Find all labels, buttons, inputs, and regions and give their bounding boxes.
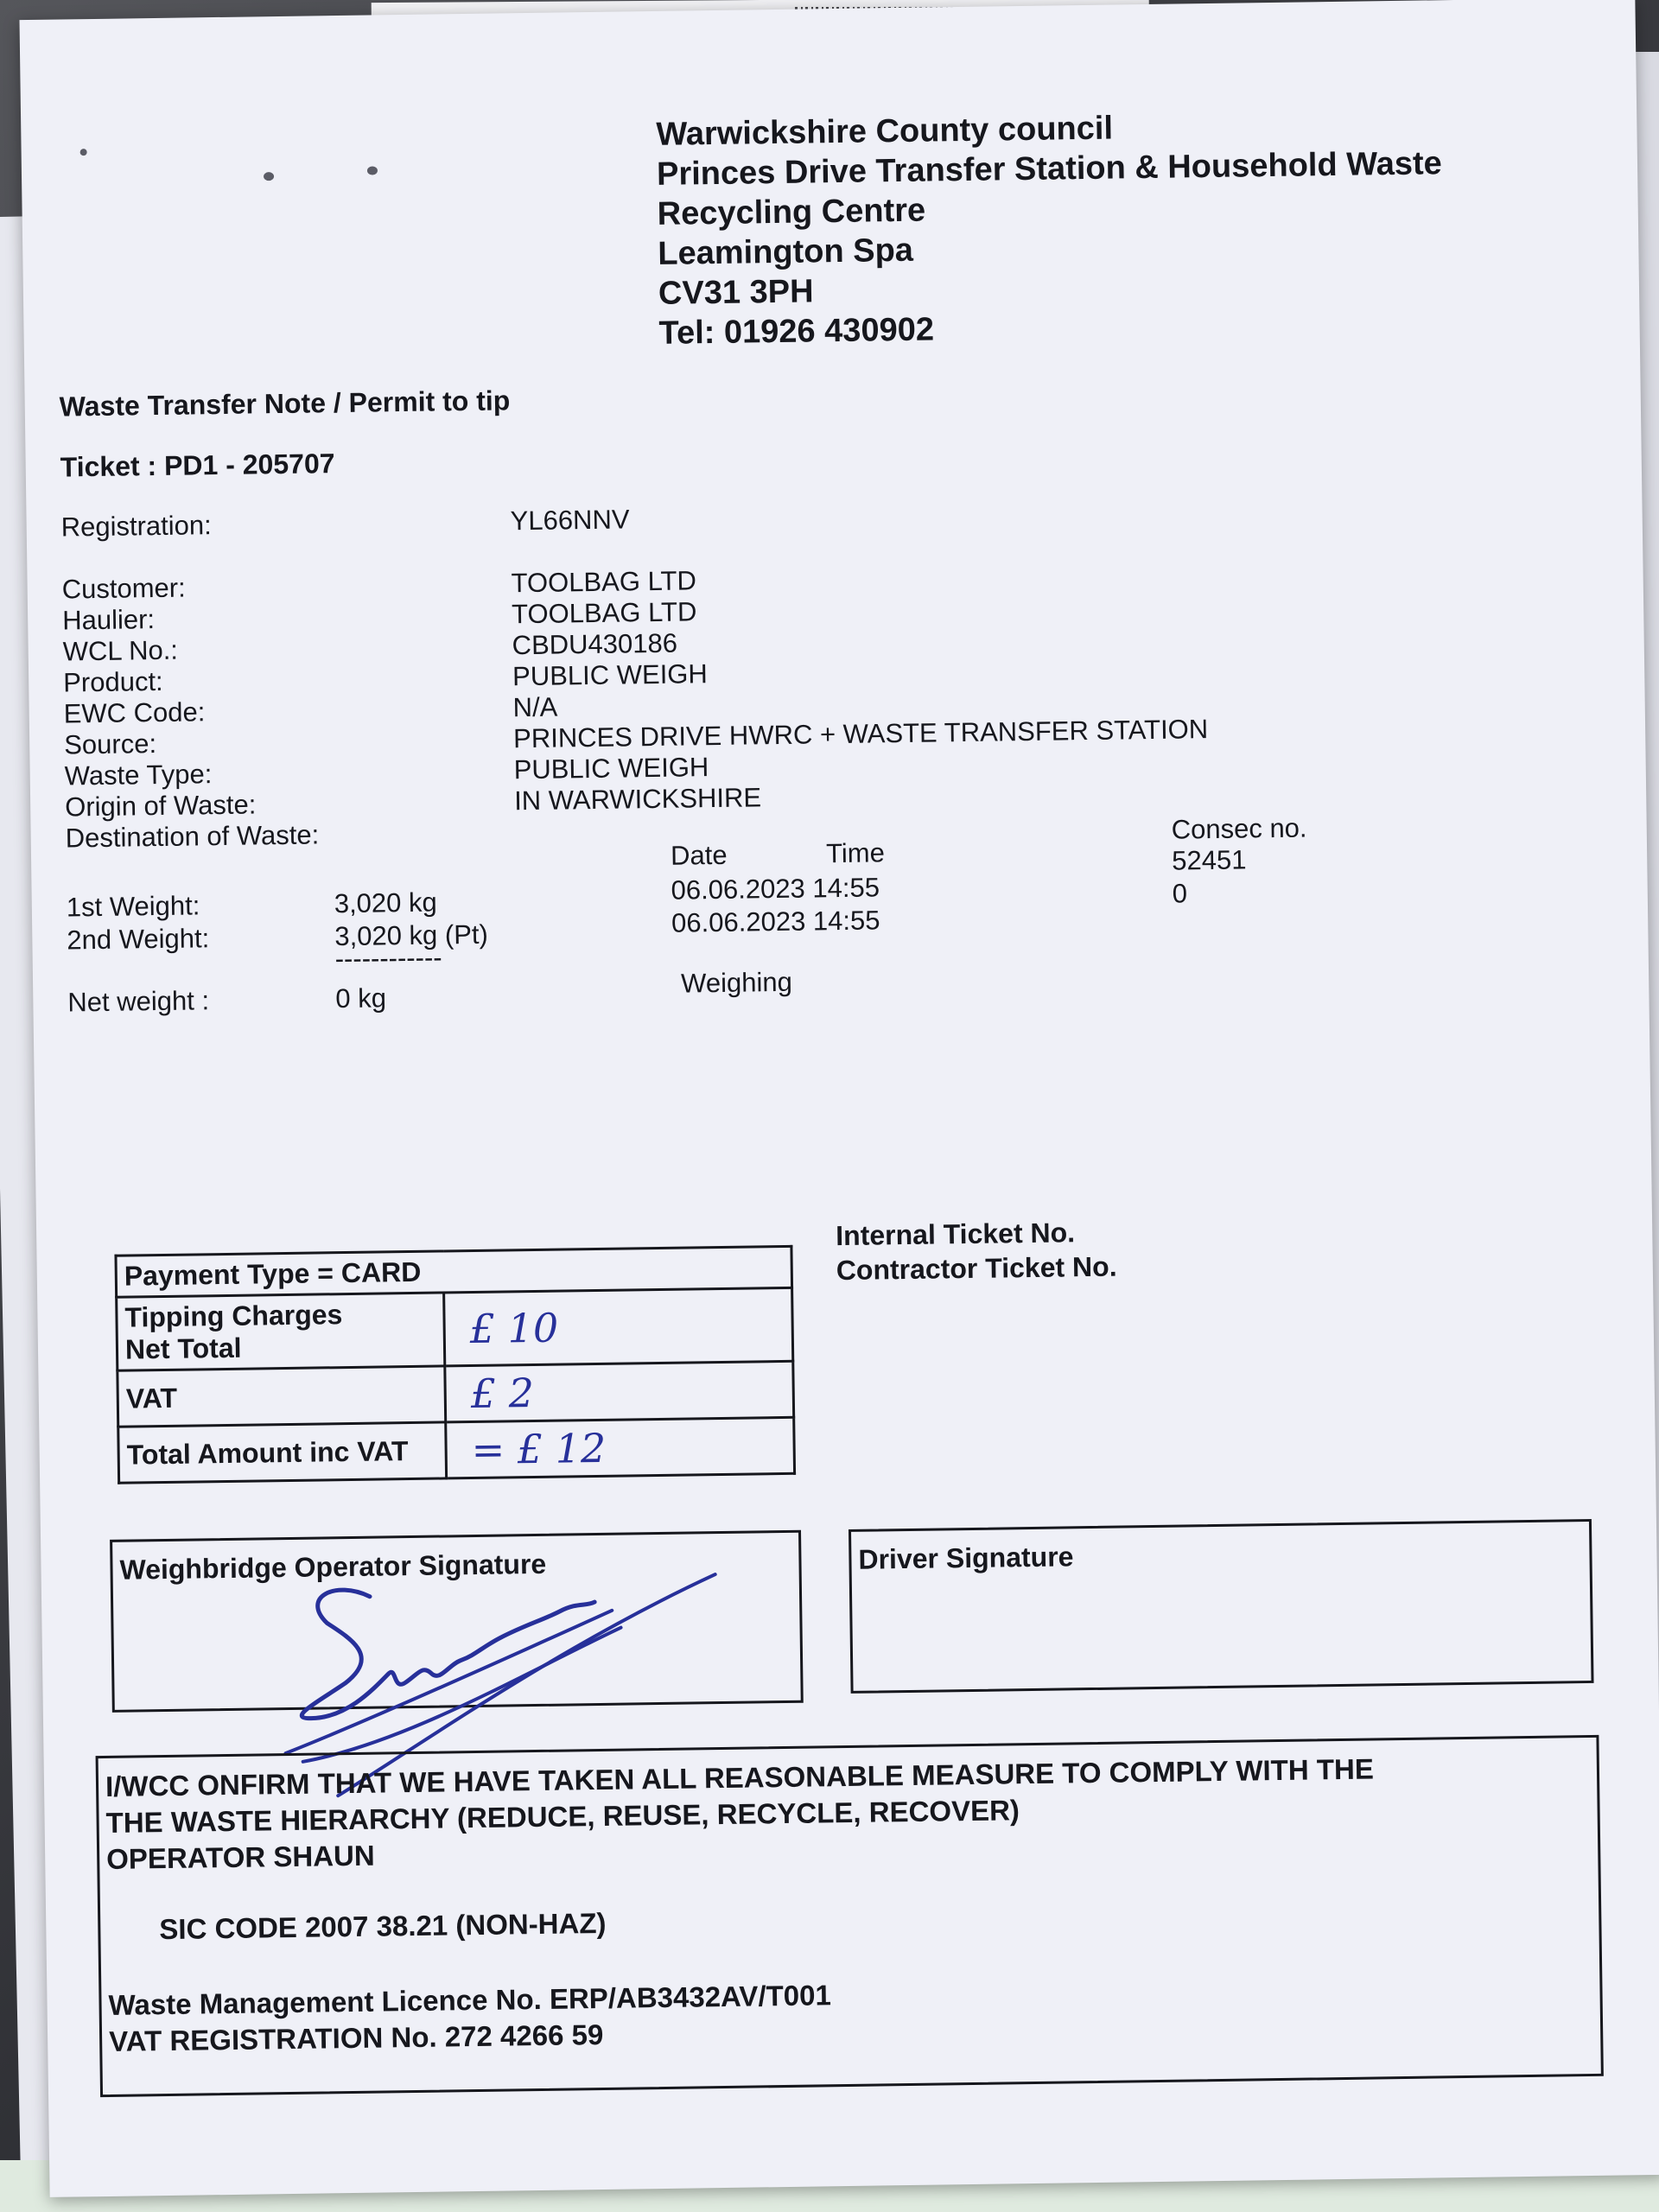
header-phone: Tel: 01926 430902 [658, 311, 935, 352]
first-weight-label: 1st Weight: [66, 890, 200, 923]
waste-licence: Waste Management Licence No. ERP/AB3432AV/T001 [108, 1979, 832, 2021]
ticket-references [836, 1215, 1117, 1288]
field-value: TOOLBAG LTD [511, 565, 697, 599]
field-source [63, 714, 1209, 761]
field-value: IN WARWICKSHIRE [513, 782, 762, 817]
second-weight-value: 3,020 kg (Pt) [334, 918, 489, 952]
first-consec: 52451 [1171, 844, 1247, 876]
net-weight-value: 0 kg [335, 982, 387, 1014]
date-header: Date [670, 839, 728, 871]
second-weight-label: 2nd Weight: [67, 923, 210, 956]
weight-separator: ------------ [334, 942, 442, 975]
field-label: Waste Type: [64, 759, 213, 791]
driver-signature-label: Driver Signature [858, 1541, 1074, 1575]
field-haulier [61, 596, 697, 637]
header-postcode: CV31 3PH [658, 273, 814, 312]
field-customer [61, 565, 697, 606]
field-value: N/A [512, 691, 558, 723]
total-label: Total Amount inc VAT [118, 1422, 447, 1483]
vat-value: £ 2 [445, 1361, 794, 1422]
statement-line: I/WCC ONFIRM THAT WE HAVE TAKEN ALL REASONABLE MEASURE TO COMPLY WITH THE [105, 1752, 1375, 1802]
field-value: CBDU430186 [512, 627, 678, 661]
net-weight-label: Net weight : [67, 985, 210, 1018]
field-value: YL66NNV [510, 504, 630, 537]
header-council: Warwickshire County council [656, 110, 1114, 153]
field-label: Registration: [60, 510, 212, 543]
tipping-row [117, 1287, 793, 1370]
field-label: Haulier: [61, 604, 156, 636]
time-header: Time [825, 837, 886, 869]
field-label: EWC Code: [63, 696, 206, 729]
operator-signature-label: Weighbridge Operator Signature [119, 1548, 547, 1586]
field-registration [60, 504, 630, 543]
field-label: WCL No.: [62, 634, 179, 667]
vat-registration: VAT REGISTRATION No. 272 4266 59 [108, 2018, 604, 2057]
payment-table [114, 1245, 796, 1484]
punch-mark [367, 166, 378, 175]
field-product [62, 658, 709, 699]
field-value: PUBLIC WEIGH [513, 752, 709, 785]
consec-header: Consec no. [1171, 812, 1307, 845]
tipping-value: £ 10 [444, 1287, 793, 1366]
header-town: Leamington Spa [658, 232, 914, 272]
total-row [118, 1417, 795, 1483]
tipping-label [117, 1293, 445, 1370]
driver-signature-box [849, 1519, 1594, 1694]
vat-label: VAT [118, 1366, 446, 1427]
weights-section [66, 812, 1364, 1031]
field-wcl [62, 627, 678, 668]
total-value: = £ 12 [446, 1417, 795, 1478]
ticket-number: Ticket : PD1 - 205707 [60, 448, 335, 483]
contractor-ticket-label: Contractor Ticket No. [836, 1250, 1117, 1287]
field-label: Customer: [61, 572, 186, 605]
field-value: PUBLIC WEIGH [512, 658, 709, 692]
field-waste-type [64, 752, 709, 792]
net-total-label-line: Net Total [124, 1332, 242, 1365]
punch-mark [80, 149, 87, 156]
statement-line: THE WASTE HIERARCHY (REDUCE, REUSE, RECYCLE, RECOVER) [105, 1794, 1020, 1839]
first-weight-value: 3,020 kg [334, 887, 437, 919]
compliance-statement [96, 1735, 1604, 2097]
internal-ticket-label: Internal Ticket No. [835, 1217, 1076, 1252]
sic-code: SIC CODE 2007 38.21 (NON-HAZ) [159, 1906, 607, 1946]
field-label: Product: [62, 665, 163, 698]
field-label: Origin of Waste: [64, 789, 257, 823]
second-consec: 0 [1172, 878, 1188, 909]
first-datetime: 06.06.2023 14:55 [671, 872, 880, 906]
punch-mark [264, 172, 274, 181]
header-station: Princes Drive Transfer Station & Household Waste [656, 145, 1442, 193]
tipping-label-line: Tipping Charges [124, 1299, 343, 1333]
vat-row [118, 1361, 794, 1427]
field-value: TOOLBAG LTD [511, 596, 697, 630]
field-ewc [63, 691, 558, 730]
second-datetime: 06.06.2023 14:55 [671, 905, 880, 938]
operator-name: OPERATOR SHAUN [105, 1839, 375, 1875]
field-origin [64, 782, 762, 823]
facility-header [656, 104, 1444, 353]
waste-transfer-note [19, 0, 1659, 2197]
field-value: PRINCES DRIVE HWRC + WASTE TRANSFER STATION [512, 714, 1209, 754]
field-label: Destination of Waste: [65, 819, 320, 854]
weighing-label: Weighing [680, 966, 793, 999]
document-title: Waste Transfer Note / Permit to tip [59, 385, 511, 423]
header-centre: Recycling Centre [657, 192, 926, 232]
field-label: Source: [63, 728, 157, 760]
payment-type: Payment Type = CARD [116, 1246, 792, 1297]
